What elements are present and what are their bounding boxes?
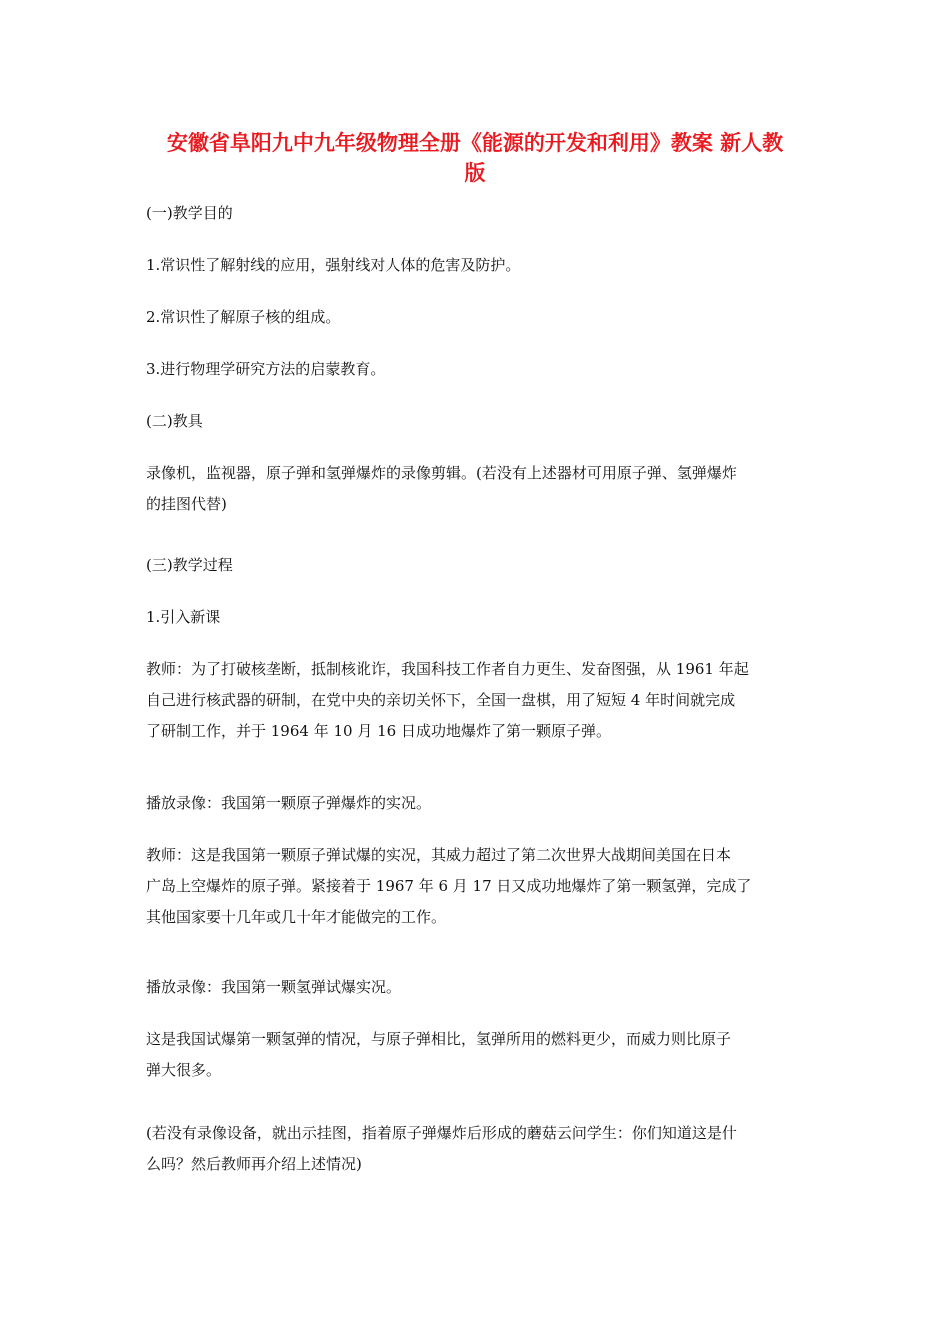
text-line: 这是我国试爆第一颗氢弹的情况，与原子弹相比，氢弹所用的燃料更少，而威力则比原子 <box>146 1030 732 1048</box>
alternative-note-paragraph <box>146 1118 816 1180</box>
step-heading-intro <box>146 602 816 633</box>
text-line: 2.常识性了解原子核的组成。 <box>146 308 341 326</box>
text-line: 播放录像：我国第一颗氢弹试爆实况。 <box>146 978 402 996</box>
text-line: 了研制工作，并于 1964 年 10 月 16 日成功地爆炸了第一颗原子弹。 <box>146 722 611 740</box>
section-heading-process <box>146 550 816 581</box>
section-heading-equipment <box>146 406 816 437</box>
text-line: 教师：这是我国第一颗原子弹试爆的实况，其威力超过了第二次世界大战期间美国在日本 <box>146 846 732 864</box>
text-line: 广岛上空爆炸的原子弹。紧接着于 1967 年 6 月 17 日又成功地爆炸了第一颗氢弹，完成了 <box>146 877 752 895</box>
text-line: 教师：为了打破核垄断，抵制核讹诈，我国科技工作者自力更生、发奋图强，从 1961 年起 <box>146 660 749 678</box>
video-note-2 <box>146 972 816 1003</box>
objective-item-3 <box>146 354 816 385</box>
text-line: 录像机，监视器，原子弹和氢弹爆炸的录像剪辑。(若没有上述器材可用原子弹、氢弹爆炸 <box>146 464 737 482</box>
document-title <box>140 128 810 188</box>
text-line: 自己进行核武器的研制，在党中央的亲切关怀下，全国一盘棋，用了短短 4 年时间就完成 <box>146 691 736 709</box>
section-heading-objectives <box>146 198 816 229</box>
objective-item-1 <box>146 250 816 281</box>
text-line: 1.引入新课 <box>146 608 221 626</box>
text-line: (二)教具 <box>146 412 203 430</box>
objective-item-2 <box>146 302 816 333</box>
text-line: (三)教学过程 <box>146 556 233 574</box>
text-line: (若没有录像设备，就出示挂图，指着原子弹爆炸后形成的蘑菇云问学生：你们知道这是什 <box>146 1124 737 1142</box>
hydrogen-bomb-paragraph <box>146 1024 816 1086</box>
equipment-paragraph <box>146 458 816 520</box>
text-line: 3.进行物理学研究方法的启蒙教育。 <box>146 360 386 378</box>
text-line: 弹大很多。 <box>146 1061 222 1079</box>
text-line: 么吗？然后教师再介绍上述情况) <box>146 1155 362 1173</box>
text-line: 1.常识性了解射线的应用，强射线对人体的危害及防护。 <box>146 256 521 274</box>
text-line: (一)教学目的 <box>146 204 233 222</box>
teacher-paragraph-2 <box>146 840 816 933</box>
text-line: 其他国家要十几年或几十年才能做完的工作。 <box>146 908 447 926</box>
document-title-line-1: 安徽省阜阳九中九年级物理全册《能源的开发和利用》教案 新人教 <box>166 131 784 155</box>
text-line: 的挂图代替) <box>146 495 227 513</box>
video-note-1 <box>146 788 816 819</box>
text-line: 播放录像：我国第一颗原子弹爆炸的实况。 <box>146 794 432 812</box>
teacher-paragraph-1 <box>146 654 816 747</box>
document-title-line-2: 版 <box>464 161 486 185</box>
